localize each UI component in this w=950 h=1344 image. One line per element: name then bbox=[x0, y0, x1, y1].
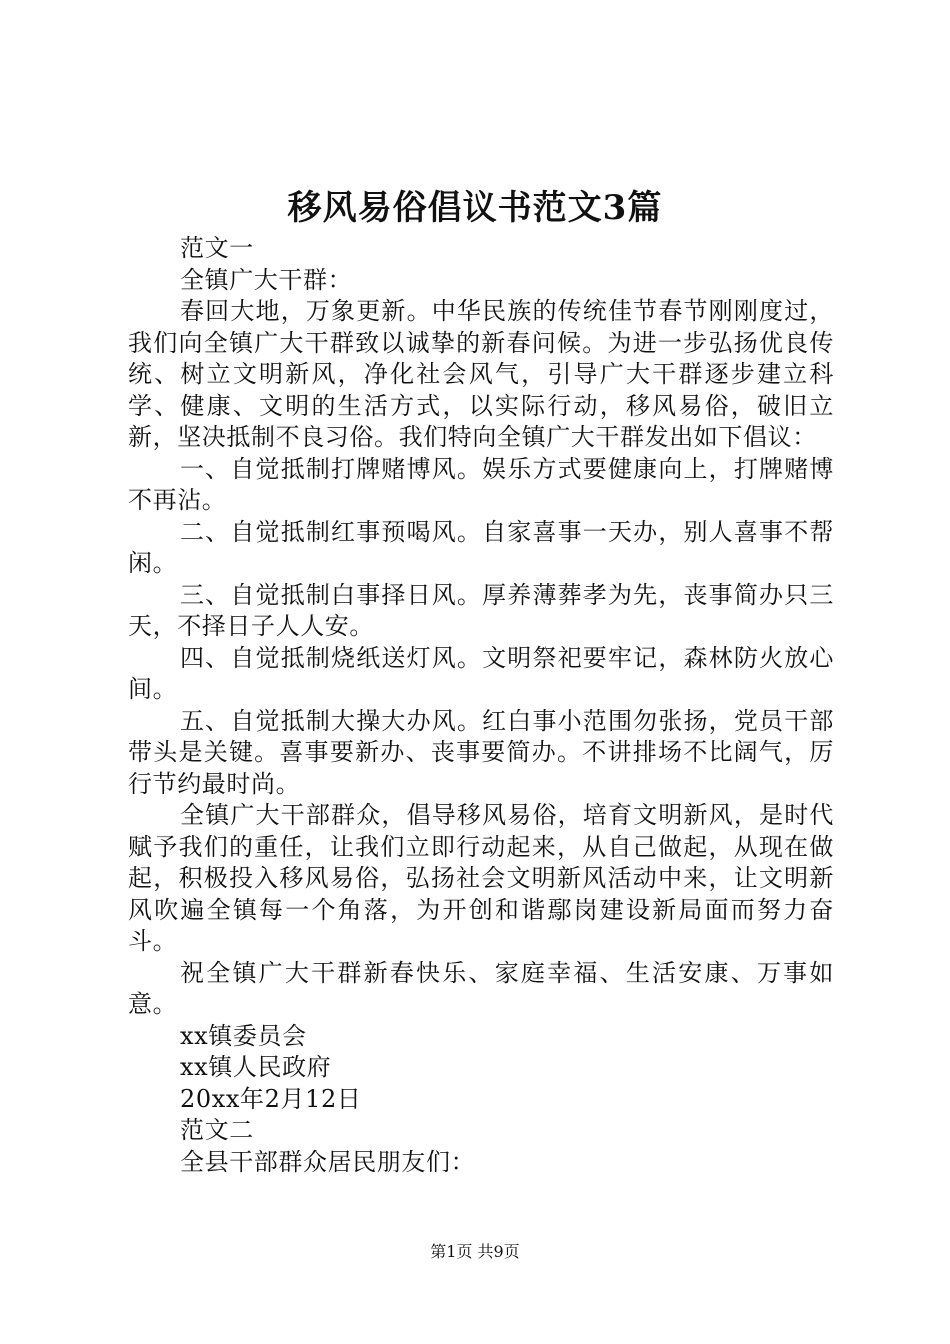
section-heading: 范文二 bbox=[180, 1116, 254, 1144]
proposal-item: 四、自觉抵制烧纸送灯风。文明祭祀要牢记，森林防火放心间。 bbox=[128, 643, 834, 703]
paragraph: 祝全镇广大干群新春快乐、家庭幸福、生活安康、万事如意。 bbox=[128, 958, 834, 1018]
signature-government: xx镇人民政府 bbox=[180, 1053, 332, 1081]
signature-date: 20xx年2月12日 bbox=[180, 1084, 362, 1113]
salutation: 全县干部群众居民朋友们： bbox=[180, 1147, 476, 1176]
proposal-item: 二、自觉抵制红事预喝风。自家喜事一天办，别人喜事不帮闲。 bbox=[128, 517, 834, 577]
salutation: 全镇广大干群： bbox=[180, 265, 353, 294]
proposal-item: 五、自觉抵制大操大办风。红白事小范围勿张扬，党员干部带头是关键。喜事要新办、丧事要简办。不讲排场不比阔气，厉行节约最时尚。 bbox=[128, 706, 834, 798]
document-body bbox=[128, 233, 834, 1178]
paragraph: 全镇广大干部群众，倡导移风易俗，培育文明新风，是时代赋予我们的重任，让我们立即行动起来，从自己做起，从现在做起，积极投入移风易俗，弘扬社会文明新风活动中来，让文明新风吹遍全镇每一个角落，为开创和谐鄢岗建设新局面而努力奋斗。 bbox=[128, 801, 834, 955]
paragraph: 春回大地，万象更新。中华民族的传统佳节春节刚刚度过，我们向全镇广大干群致以诚挚的新春问候。为进一步弘扬优良传统、树立文明新风，净化社会风气，引导广大干群逐步建立科学、健康、文明的生活方式，以实际行动，移风易俗，破旧立新，坚决抵制不良习俗。我们特向全镇广大干群发出如下倡议： bbox=[128, 297, 834, 451]
proposal-item: 三、自觉抵制白事择日风。厚养薄葬孝为先，丧事简办只三天，不择日子人人安。 bbox=[128, 580, 834, 640]
proposal-item: 一、自觉抵制打牌赌博风。娱乐方式要健康向上，打牌赌博不再沾。 bbox=[128, 454, 834, 514]
signature-committee: xx镇委员会 bbox=[180, 1021, 307, 1050]
section-heading: 范文一 bbox=[180, 234, 254, 262]
document-title: 移风易俗倡议书范文3篇 bbox=[287, 188, 663, 228]
page-footer: 第1页 共9页 bbox=[430, 1242, 520, 1261]
